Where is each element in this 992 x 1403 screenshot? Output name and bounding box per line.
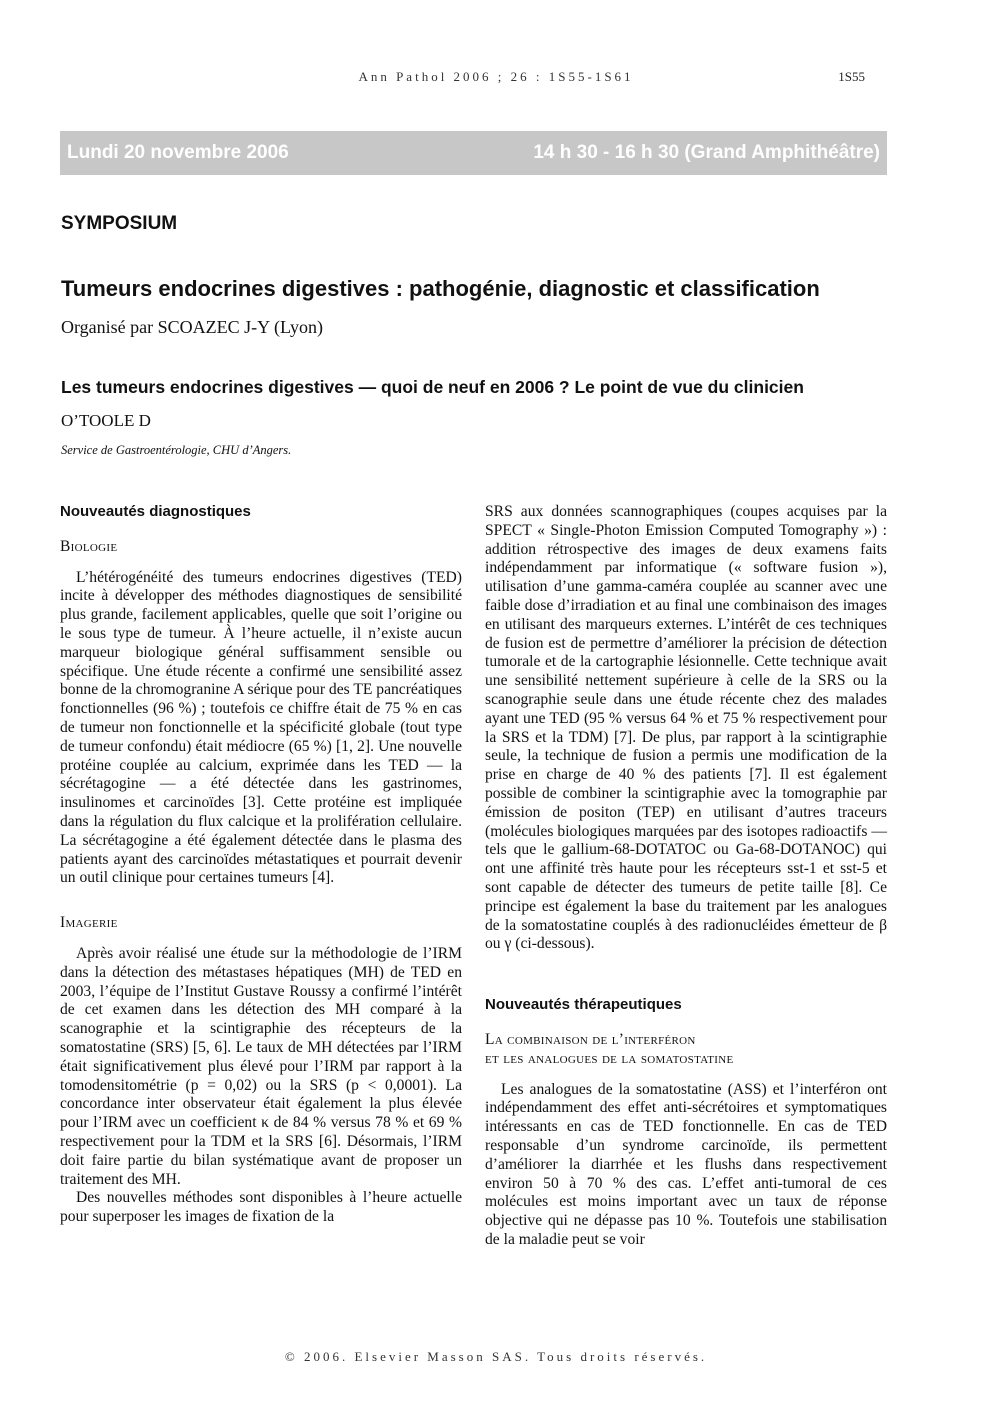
paragraph-srs-fusion: SRS aux données scannographiques (coupes acquises par la SPECT « Single-Photon Emission Computed Tomography ») : addition rétrospective des images de deux examens faits indépendamment par informatique (« software fusion »), utilisation d’une gamma-caméra couplée au scanner avec une faible dose d’irradiation et au final une combinaison des images en utilisant des marqueurs externes. L’intérêt de ces techniques de fusion est de permettre d’améliorer la précision de détection tumorale et de la cartographie lésionnelle. Cette technique avait une sensibilité nettement supérieure à celle de la SRS ou la scanographie seule dans une étude récente chez des malades ayant une TED (95 % versus 64 % et 75 % respectivement pour la SRS et la TDM) [7]. De plus, par rapport à la scintigraphie seule, la technique de fusion a permis une modification de la prise en charge de 40 % des patients [7]. Il est également possible de combiner la scintigraphie avec la tomographie par émission de positon (TEP) en utilisant d’autres traceurs (molécules biologiques marquées par des isotopes radioactifs — tels que le gallium-68-DOTATOC ou Ga-68-DOTANOC) qui ont une affinité très haute pour les récepteurs sst-1 et sst-5 et sont capable de détecter des tumeurs de petite taille [8]. Ce principe est également la base du traitement par les analogues de la somatostatine couplés à des radionucléides émetteur de β ou γ (ci-dessous).: [485, 503, 887, 953]
affiliation: Service de Gastroentérologie, CHU d’Angers.: [61, 443, 292, 457]
right-column: [485, 503, 887, 1250]
subheading-combinaison-line2: et les analogues de la somatostatine: [485, 1049, 734, 1067]
paragraph-biologie: L’hétérogénéité des tumeurs endocrines digestives (TED) incite à développer des méthodes diagnostiques de sensibilité plus grande, facilement applicables, quelle que soit l’origine ou le sous type de tumeur. À l’heure actuelle, il n’existe aucun marqueur biologique général suffisamment sensible ou spécifique. Une étude récente a confirmé une sensibilité assez bonne de la chromogranine A sérique pour des TE pancréatiques fonctionnelles (96 %) ; toutefois ce chiffre était de 75 % en cas de tumeur non fonctionnelle et la spécificité globale (tout type de tumeur confondu) était médiocre (65 %) [1, 2]. Une nouvelle protéine couplée au calcium, exprimée dans les TED — la sécrétagogine — a été détectée dans les gastrinomes, insulinomes et carcinoïdes [3]. Cette protéine est impliquée dans la régulation du flux calcique et la prolifération cellulaire. La sécrétagogine a été également détectée dans le plasma des patients ayant des carcinoïdes métastatiques et pourrait devenir un outil clinique pour certaines tumeurs [4].: [60, 568, 462, 887]
session-date: Lundi 20 novembre 2006: [67, 142, 289, 163]
subheading-biologie: Biologie: [60, 537, 118, 555]
left-column: [60, 503, 462, 1227]
subheading-combinaison-line1: La combinaison de l’interféron: [485, 1030, 696, 1048]
paragraph-therapeutique: Les analogues de la somatostatine (ASS) et l’interféron ont indépendamment des effet anti-sécrétoires et symptomatiques intéressants en cas de TED fonctionnelle. En cas de TED responsable d’un syndrome carcinoïde, ils permettent d’améliorer la diarrhée et les flushs dans respectivement environ 50 à 70 % des cas. L’effet anti-tumoral de ces molécules est moins important avec un taux de réponse objective qui ne dépasse pas 10 %. Toutefois une stabilisation de la maladie peut se voir: [485, 1080, 887, 1248]
session-time-place: 14 h 30 - 16 h 30 (Grand Amphithéâtre): [533, 142, 880, 163]
symposium-title: Tumeurs endocrines digestives : pathogénie, diagnostic et classification: [61, 276, 820, 301]
section-label: SYMPOSIUM: [61, 213, 178, 234]
heading-diagnostic-news: Nouveautés diagnostiques: [60, 503, 251, 520]
copyright-footer: © 2006. Elsevier Masson SAS. Tous droits réservés.: [284, 1349, 708, 1364]
author: O’TOOLE D: [61, 411, 151, 430]
paragraph-imagerie-2: Des nouvelles méthodes sont disponibles à l’heure actuelle pour superposer les images de fixation de la: [60, 1189, 462, 1226]
heading-therapeutic-news: Nouveautés thérapeutiques: [485, 996, 682, 1014]
journal-citation: Ann Pathol 2006 ; 26 : 1S55-1S61: [358, 69, 634, 84]
session-banner: [60, 131, 887, 175]
subheading-imagerie: Imagerie: [60, 914, 118, 932]
page-number: 1S55: [838, 69, 865, 84]
organizer-line: Organisé par SCOAZEC J-Y (Lyon): [61, 317, 323, 337]
talk-title: Les tumeurs endocrines digestives — quoi de neuf en 2006 ? Le point de vue du clinicien: [61, 377, 804, 397]
paragraph-imagerie-1: Après avoir réalisé une étude sur la méthodologie de l’IRM dans la détection des métastases hépatiques (MH) de TED en 2003, l’équipe de l’Institut Gustave Roussy a confirmé l’intérêt de cet examen dans les détection des MH comparé à la scanographie et la scintigraphie des récepteurs de la somatostatine (SRS) [5, 6]. Le taux de MH détectées par l’IRM était significativement plus élevé pour l’IRM par rapport à la tomodensitométrie (p = 0,02) ou la SRS (p < 0,0001). La concordance inter observateur était également la plus élevée pour l’IRM avec un coefficient κ de 84 % versus 78 % et 69 % respectivement pour la TDM et la SRS [6]. Désormais, l’IRM doit faire partie du bilan systématique avant de proposer un traitement des MH.: [60, 944, 462, 1188]
